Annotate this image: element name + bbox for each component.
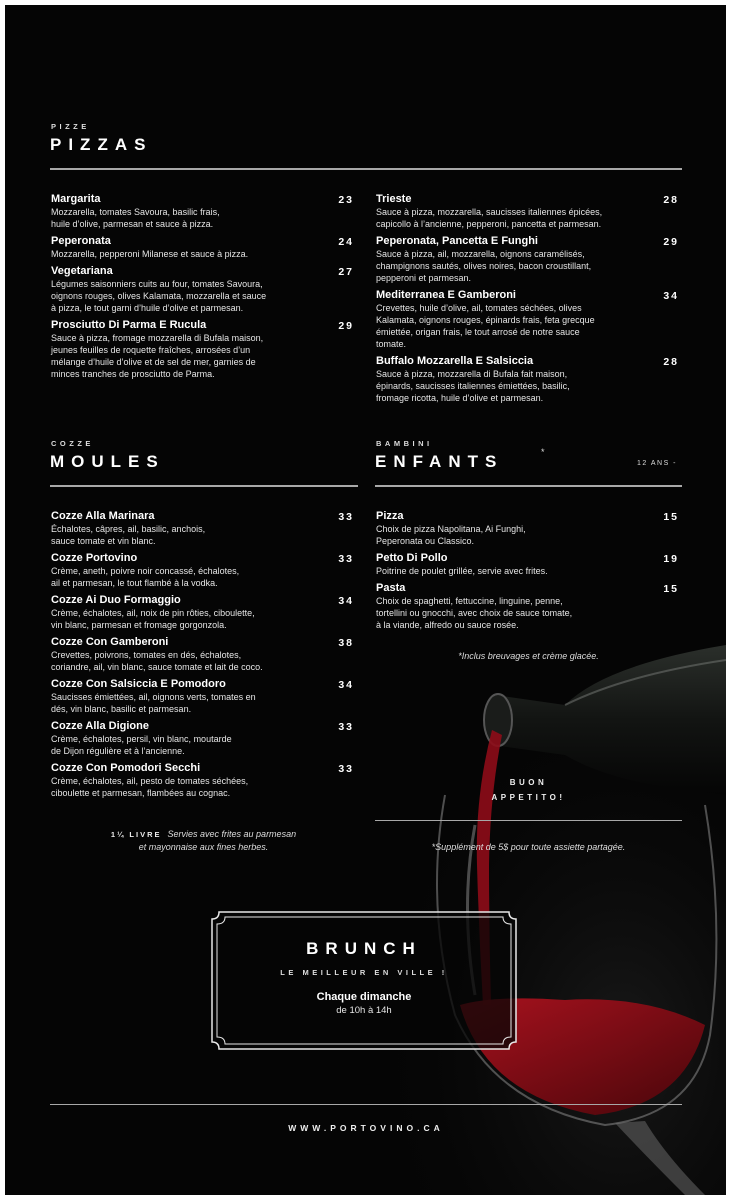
item-price: 23 [338,194,354,206]
item-name: Trieste [376,193,412,205]
menu-item [376,355,681,404]
item-price: 33 [338,553,354,565]
item-name: Cozze Portovino [51,552,138,564]
item-price: 29 [338,320,354,332]
item-desc-line: Choix de spaghetti, fettuccine, linguine, penne, [376,596,563,606]
item-price: 28 [663,356,679,368]
item-name: Vegetariana [51,265,113,277]
item-name: Buffalo Mozzarella E Salsiccia [376,355,534,367]
brunch-subtitle: LE MEILLEUR EN VILLE ! [280,968,448,977]
item-name: Cozze Alla Digione [51,720,149,732]
item-name: Petto Di Pollo [376,552,448,564]
item-name: Cozze Con Gamberoni [51,636,169,648]
supplement-rule [375,820,682,821]
item-desc-line: Mozzarella, tomates Savoura, basilic frais, [51,207,220,217]
item-desc-line: Sauce à pizza, mozzarella di Bufala fait maison, [376,369,568,379]
brunch-box [211,911,517,1050]
brunch-title: BRUNCH [306,939,422,958]
item-price: 28 [663,194,679,206]
item-desc-line: émiettée, origan frais, le tout arrosé de notre sauce [376,327,580,337]
item-desc-line: ciboulette et parmesan, flambées au cognac. [51,788,231,798]
menu-item [376,582,681,631]
item-desc-line: Saucisses émiettées, ail, oignons verts, tomates en [51,692,256,702]
item-desc-line: jeunes feuilles de roquette fraîches, arrosées d’un [51,345,251,355]
item-name: Mediterranea E Gamberoni [376,289,516,301]
item-desc-line: à pizza, le tout garni d’huile d’olive et parmesan. [51,303,244,313]
item-name: Peperonata [51,235,111,247]
menu-item [51,193,356,230]
enfants-kicker: BAMBINI [376,439,433,448]
item-desc-line: tomate. [376,339,407,349]
item-desc-line: Sauce à pizza, mozzarella, saucisses italiennes épicées, [376,207,603,217]
menu-item [51,762,356,799]
menu-item [376,193,681,230]
item-desc-line: coriandre, ail, vin blanc, sauce tomate et lait de coco. [51,662,263,672]
pizzas-rule [50,168,682,170]
buon-line1: BUON [509,778,548,787]
item-price: 15 [663,583,679,595]
brunch-hours: de 10h à 14h [336,1005,392,1016]
buon-appetito [376,775,681,805]
item-desc-line: à la viande, alfredo ou sauce rosée. [376,620,519,630]
enfants-asterisk: * [541,447,545,457]
moules-kicker: COZZE [51,439,94,448]
menu-item [51,319,356,380]
website-link[interactable]: WWW.PORTOVINO.CA [288,1123,444,1133]
item-name: Prosciutto Di Parma E Rucula [51,319,207,331]
enfants-note: *Inclus breuvages et crème glacée. [458,651,599,661]
item-desc-line: Sauce à pizza, fromage mozzarella di Bufala maison, [51,333,264,343]
item-name: Peperonata, Pancetta E Funghi [376,235,538,247]
enfants-title: ENFANTS [375,452,504,471]
item-desc-line: vin blanc, parmesan et fromage gorgonzola. [51,620,227,630]
item-price: 33 [338,511,354,523]
pizzas-title: PIZZAS [50,135,153,154]
item-desc-line: mélange d’huile d’olive et de sel de mer, garnies de [51,357,256,367]
item-desc-line: Crème, échalotes, ail, noix de pin rôties, ciboulette, [51,608,255,618]
moules-note-line2: et mayonnaise aux fines herbes. [138,842,269,852]
item-price: 34 [338,595,354,607]
item-desc-line: sauce tomate et vin blanc. [51,536,156,546]
item-price: 34 [663,290,679,302]
item-desc-line: Sauce à pizza, ail, mozzarella, oignons caramélisés, [376,249,585,259]
item-desc-line: Choix de pizza Napolitana, Ai Funghi, [376,524,526,534]
item-desc-line: tortellini ou gnocchi, avec choix de sauce tomate, [376,608,573,618]
item-name: Cozze Con Salsiccia E Pomodoro [51,678,226,690]
item-name: Pizza [376,510,404,522]
buon-line2: APPETITO! [491,793,566,802]
item-desc-line: huile d’olive, parmesan et sauce à pizza. [51,219,214,229]
item-desc-line: ail et parmesan, le tout flambé à la vodka. [51,578,218,588]
menu-item [51,594,356,631]
item-name: Cozze Con Pomodori Secchi [51,762,201,774]
item-desc-line: dés, vin blanc, basilic et parmesan. [51,704,192,714]
menu-item [376,289,681,350]
brunch-content [211,911,517,1050]
item-desc-line: de Dijon régulière et à l’ancienne. [51,746,185,756]
item-desc-line: Crème, échalotes, ail, pesto de tomates séchées, [51,776,249,786]
pizzas-right-column [376,193,681,409]
item-desc-line: Poitrine de poulet grillée, servie avec frites. [376,566,548,576]
item-desc-line: épinards, saucisses italiennes émiettées, basilic, [376,381,570,391]
item-desc-line: fromage ricotta, huile d’olive et parmesan. [376,393,544,403]
item-price: 29 [663,236,679,248]
item-desc-line: minces tranches de prosciutto de Parma. [51,369,215,379]
menu-item [51,552,356,589]
enfants-age: 12 ANS - [637,460,678,467]
menu-item [51,235,356,260]
item-desc-line: oignons rouges, olives Kalamata, mozzarella et sauce [51,291,267,301]
item-desc-line: capicollo à l’ancienne, pepperoni, pancetta et parmesan. [376,219,602,229]
item-name: Margarita [51,193,101,205]
menu-item [376,552,681,577]
item-price: 38 [338,637,354,649]
item-name: Pasta [376,582,406,594]
item-desc-line: Échalotes, câpres, ail, basilic, anchois, [51,524,206,534]
item-price: 19 [663,553,679,565]
item-desc-line: Mozzarella, pepperoni Milanese et sauce à pizza. [51,249,249,259]
item-desc-line: Crevettes, poivrons, tomates en dés, échalotes, [51,650,242,660]
item-price: 34 [338,679,354,691]
item-price: 27 [338,266,354,278]
moules-title: MOULES [50,452,165,471]
item-name: Cozze Alla Marinara [51,510,155,522]
item-desc-line: champignons sautés, olives noires, bacon croustillant, [376,261,592,271]
moules-note-line1: Servies avec frites au parmesan [167,829,297,839]
menu-item [51,636,356,673]
item-price: 33 [338,763,354,775]
menu-item [51,510,356,547]
item-price: 15 [663,511,679,523]
pizzas-kicker: PIZZE [51,122,90,131]
moules-column [51,510,356,804]
menu-item [51,265,356,314]
moules-note-label: 1¼ LIVRE [110,830,162,839]
item-desc-line: Peperonata ou Classico. [376,536,475,546]
supplement-note: *Supplément de 5$ pour toute assiette partagée. [431,842,626,852]
menu-item [51,720,356,757]
item-desc-line: pepperoni et parmesan. [376,273,472,283]
item-price: 24 [338,236,354,248]
item-desc-line: Crème, aneth, poivre noir concassé, échalotes, [51,566,240,576]
enfants-rule [375,485,682,487]
pizzas-left-column [51,193,356,385]
item-desc-line: Légumes saisonniers cuits au four, tomates Savoura, [51,279,263,289]
menu-page [5,5,726,1195]
item-name: Cozze Ai Duo Formaggio [51,594,181,606]
enfants-column [376,510,681,636]
item-desc-line: Crevettes, huile d’olive, ail, tomates séchées, olives [376,303,582,313]
brunch-day: Chaque dimanche [316,991,412,1003]
item-price: 33 [338,721,354,733]
item-desc-line: Crème, échalotes, persil, vin blanc, moutarde [51,734,232,744]
menu-item [376,235,681,284]
menu-item [376,510,681,547]
moules-rule [50,485,358,487]
footer-rule [50,1104,682,1105]
menu-item [51,678,356,715]
item-desc-line: Kalamata, oignons rouges, épinards frais, feta grecque [376,315,595,325]
moules-note [51,828,356,853]
